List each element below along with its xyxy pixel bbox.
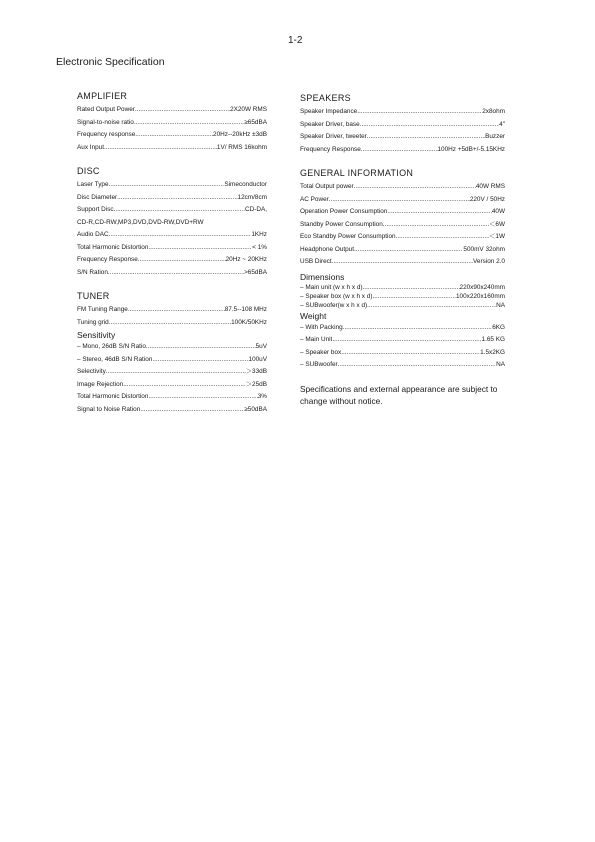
spec-label: Frequency response bbox=[77, 131, 136, 138]
spec-value: Simeconductor bbox=[224, 181, 267, 188]
spec-row bbox=[77, 267, 267, 280]
leader-dots bbox=[135, 129, 213, 142]
spec-value: NA bbox=[496, 301, 505, 309]
spec-row bbox=[77, 341, 267, 354]
spec-label: Total Harmonic Distortion bbox=[77, 243, 149, 251]
sensitivity-heading: Sensitivity bbox=[77, 330, 116, 340]
tuner-spec-list bbox=[77, 304, 267, 329]
spec-row bbox=[77, 242, 267, 255]
leader-dots bbox=[332, 256, 473, 269]
change-notice: Specifications and external appearance are subject to change without notice. bbox=[300, 383, 498, 406]
spec-row bbox=[77, 104, 267, 117]
spec-value: < 1% bbox=[252, 243, 267, 251]
leader-dots bbox=[135, 104, 230, 117]
spec-value: 1.5x2KG bbox=[480, 348, 505, 356]
spec-row bbox=[300, 256, 505, 269]
spec-label: Aux Input bbox=[77, 143, 105, 151]
spec-value: 3% bbox=[257, 393, 267, 400]
spec-row bbox=[300, 106, 505, 119]
weight-spec-list bbox=[300, 322, 505, 372]
spec-value: ≥65dBA bbox=[244, 118, 267, 126]
leader-dots bbox=[148, 242, 252, 255]
spec-value: ＜1W bbox=[489, 233, 505, 240]
leader-dots bbox=[123, 379, 245, 392]
document-title: Electronic Specification bbox=[56, 56, 165, 68]
spec-label: Eco Standby Power Consumption bbox=[300, 233, 396, 240]
spec-row bbox=[77, 179, 267, 192]
spec-label: FM Tuning Range bbox=[77, 306, 128, 313]
spec-row bbox=[77, 391, 267, 404]
leader-dots bbox=[148, 391, 257, 404]
spec-label: Support Disc bbox=[77, 206, 114, 213]
spec-value: 100K/50KHz bbox=[231, 318, 267, 326]
spec-label: Signal-to-noise ratio bbox=[77, 118, 134, 126]
spec-label: Tuning grid bbox=[77, 318, 109, 326]
spec-row bbox=[300, 292, 505, 301]
leader-dots bbox=[367, 301, 496, 310]
spec-label: – Stereo, 46dB S/N Ration bbox=[77, 355, 153, 363]
spec-row bbox=[300, 181, 505, 194]
spec-label: Total Harmonic Distortion bbox=[77, 393, 149, 400]
weight-heading: Weight bbox=[300, 310, 327, 321]
spec-value: 1.65 KG bbox=[481, 336, 505, 343]
spec-row bbox=[77, 354, 267, 367]
spec-value: 2X20W RMS bbox=[230, 106, 267, 113]
spec-value: ＞33dB bbox=[245, 368, 267, 375]
spec-label: – Speaker box bbox=[300, 348, 342, 356]
spec-row bbox=[300, 322, 505, 335]
leader-dots bbox=[341, 347, 480, 360]
spec-row bbox=[77, 204, 267, 217]
leader-dots bbox=[109, 179, 225, 192]
spec-label: – Mono, 26dB S/N Ratio bbox=[77, 343, 146, 350]
spec-row bbox=[77, 317, 267, 330]
spec-label: – SUBwoofer(w x h x d) bbox=[300, 301, 368, 309]
spec-row bbox=[300, 144, 505, 157]
spec-label: Total Output power bbox=[300, 183, 354, 190]
spec-value: 220x90x240mm bbox=[459, 283, 505, 291]
left-column bbox=[77, 90, 267, 416]
leader-dots bbox=[138, 254, 226, 267]
speakers-heading: SPEAKERS bbox=[300, 93, 351, 103]
spec-value: ＞25dB bbox=[245, 380, 267, 388]
spec-value: CD-DA, bbox=[244, 206, 267, 213]
leader-dots bbox=[361, 144, 438, 157]
spec-value: 40W bbox=[491, 208, 505, 215]
leader-dots bbox=[106, 366, 246, 379]
spec-label: Signal to Noise Ration bbox=[77, 405, 141, 413]
spec-value: 220V / 50Hz bbox=[469, 195, 505, 203]
leader-dots bbox=[372, 292, 456, 301]
spec-value: 100x220x160mm bbox=[455, 292, 505, 300]
leader-dots bbox=[396, 231, 489, 244]
spec-label: – SUBwoofer bbox=[300, 361, 338, 368]
spec-row bbox=[300, 119, 505, 132]
spec-row bbox=[77, 229, 267, 242]
leader-dots bbox=[128, 304, 225, 317]
spec-row bbox=[77, 254, 267, 267]
spec-label: USB Direct bbox=[300, 258, 332, 265]
leader-dots bbox=[108, 267, 244, 280]
spec-row bbox=[300, 219, 505, 232]
spec-label: – With Packing bbox=[300, 323, 343, 331]
leader-dots bbox=[343, 322, 493, 335]
leader-dots bbox=[363, 283, 460, 292]
general-spec-list bbox=[300, 181, 505, 269]
general-information-heading: GENERAL INFORMATION bbox=[300, 168, 414, 178]
spec-label: Disc Diameter bbox=[77, 193, 118, 201]
spec-label: Speaker Driver, base bbox=[300, 120, 360, 128]
leader-dots bbox=[140, 404, 244, 417]
spec-label: – Main unit (w x h x d) bbox=[300, 283, 363, 291]
spec-row bbox=[77, 129, 267, 142]
spec-label: Audio DAC bbox=[77, 231, 109, 238]
spec-label: Laser Type bbox=[77, 181, 109, 188]
spec-label: Frequency Response bbox=[300, 145, 361, 153]
leader-dots bbox=[354, 244, 463, 257]
right-column bbox=[300, 92, 505, 407]
spec-value: 100uV bbox=[248, 355, 267, 363]
amplifier-spec-list bbox=[77, 104, 267, 154]
leader-dots bbox=[117, 192, 237, 205]
spec-value: ≥50dBA bbox=[244, 405, 267, 413]
spec-value: 87.5--108 MHz bbox=[224, 306, 267, 313]
spec-row bbox=[300, 244, 505, 257]
spec-label: Operation Power Consumption bbox=[300, 208, 388, 215]
spec-row bbox=[300, 334, 505, 347]
spec-label: S/N Ration bbox=[77, 268, 108, 276]
leader-dots bbox=[357, 106, 482, 119]
leader-dots bbox=[360, 119, 499, 132]
leader-dots bbox=[387, 206, 491, 219]
dimensions-heading: Dimensions bbox=[300, 271, 345, 282]
spec-label: AC Power bbox=[300, 195, 329, 203]
leader-dots bbox=[109, 317, 231, 330]
spec-row bbox=[77, 192, 267, 205]
spec-row bbox=[77, 379, 267, 392]
spec-value: Version 2.0 bbox=[473, 258, 505, 265]
tuner-heading: TUNER bbox=[77, 291, 110, 301]
spec-row bbox=[300, 194, 505, 207]
page-number: 1-2 bbox=[288, 35, 303, 46]
disc-spec-list-2 bbox=[77, 229, 267, 279]
leader-dots bbox=[109, 229, 252, 242]
spec-label: Speaker Impedance bbox=[300, 108, 358, 115]
amplifier-heading: AMPLIFIER bbox=[77, 91, 128, 101]
speakers-spec-list bbox=[300, 106, 505, 156]
spec-label: Headphone Output bbox=[300, 245, 355, 253]
spec-value: 20Hz ~ 20KHz bbox=[225, 256, 267, 263]
spec-value: ＜6W bbox=[489, 220, 505, 228]
spec-value: 100Hz +5dB+/-5.15KHz bbox=[437, 145, 505, 153]
spec-value: 500mV 32ohm bbox=[463, 245, 505, 253]
spec-label: Frequency Response bbox=[77, 256, 138, 263]
spec-value: 12cm/8cm bbox=[237, 193, 267, 201]
leader-dots bbox=[114, 204, 245, 217]
spec-label: Rated Output Power bbox=[77, 106, 135, 113]
dimensions-spec-list bbox=[300, 283, 505, 310]
leader-dots bbox=[152, 354, 248, 367]
spec-row bbox=[300, 301, 505, 310]
leader-dots bbox=[332, 334, 481, 347]
spec-row bbox=[300, 131, 505, 144]
leader-dots bbox=[104, 142, 217, 155]
leader-dots bbox=[338, 359, 496, 372]
tuner-spec-list-2 bbox=[77, 366, 267, 416]
spec-row bbox=[77, 404, 267, 417]
spec-row bbox=[77, 117, 267, 130]
spec-row bbox=[77, 142, 267, 155]
spec-row bbox=[77, 304, 267, 317]
spec-label: Standby Power Consumption bbox=[300, 220, 383, 228]
spec-value: 4" bbox=[499, 120, 505, 128]
spec-row bbox=[77, 366, 267, 379]
disc-heading: DISC bbox=[77, 166, 100, 176]
leader-dots bbox=[383, 219, 489, 232]
spec-label: Selectivity bbox=[77, 368, 106, 375]
spec-value: 6KG bbox=[492, 323, 505, 331]
spec-value: 20Hz--20kHz ±3dB bbox=[213, 131, 267, 138]
spec-row bbox=[300, 283, 505, 292]
spec-value: NA bbox=[496, 361, 505, 368]
spec-row bbox=[300, 206, 505, 219]
spec-value: Buzzer bbox=[485, 133, 505, 140]
spec-label: Image Rejection bbox=[77, 380, 124, 388]
sensitivity-spec-list bbox=[77, 341, 267, 366]
spec-value: 1KHz bbox=[251, 231, 267, 238]
leader-dots bbox=[354, 181, 476, 194]
spec-value: 2x8ohm bbox=[482, 108, 505, 115]
disc-spec-list bbox=[77, 179, 267, 217]
spec-row bbox=[300, 231, 505, 244]
leader-dots bbox=[329, 194, 470, 207]
spec-row bbox=[300, 359, 505, 372]
spec-value: 40W RMS bbox=[475, 183, 505, 190]
spec-label: – Main Unit bbox=[300, 336, 333, 343]
spec-value: >65dBA bbox=[244, 268, 267, 276]
spec-label: – Speaker box (w x h x d) bbox=[300, 292, 373, 300]
spec-label: Speaker Driver, tweeter bbox=[300, 133, 367, 140]
spec-value: 1V/ RMS 16kohm bbox=[216, 143, 267, 151]
leader-dots bbox=[134, 117, 244, 130]
spec-row bbox=[300, 347, 505, 360]
support-disc-continuation: CD-R,CD-RW,MP3,DVD,DVD-RW,DVD+RW bbox=[77, 218, 204, 226]
leader-dots bbox=[146, 341, 256, 354]
leader-dots bbox=[367, 131, 485, 144]
spec-value: 5uV bbox=[255, 343, 267, 350]
